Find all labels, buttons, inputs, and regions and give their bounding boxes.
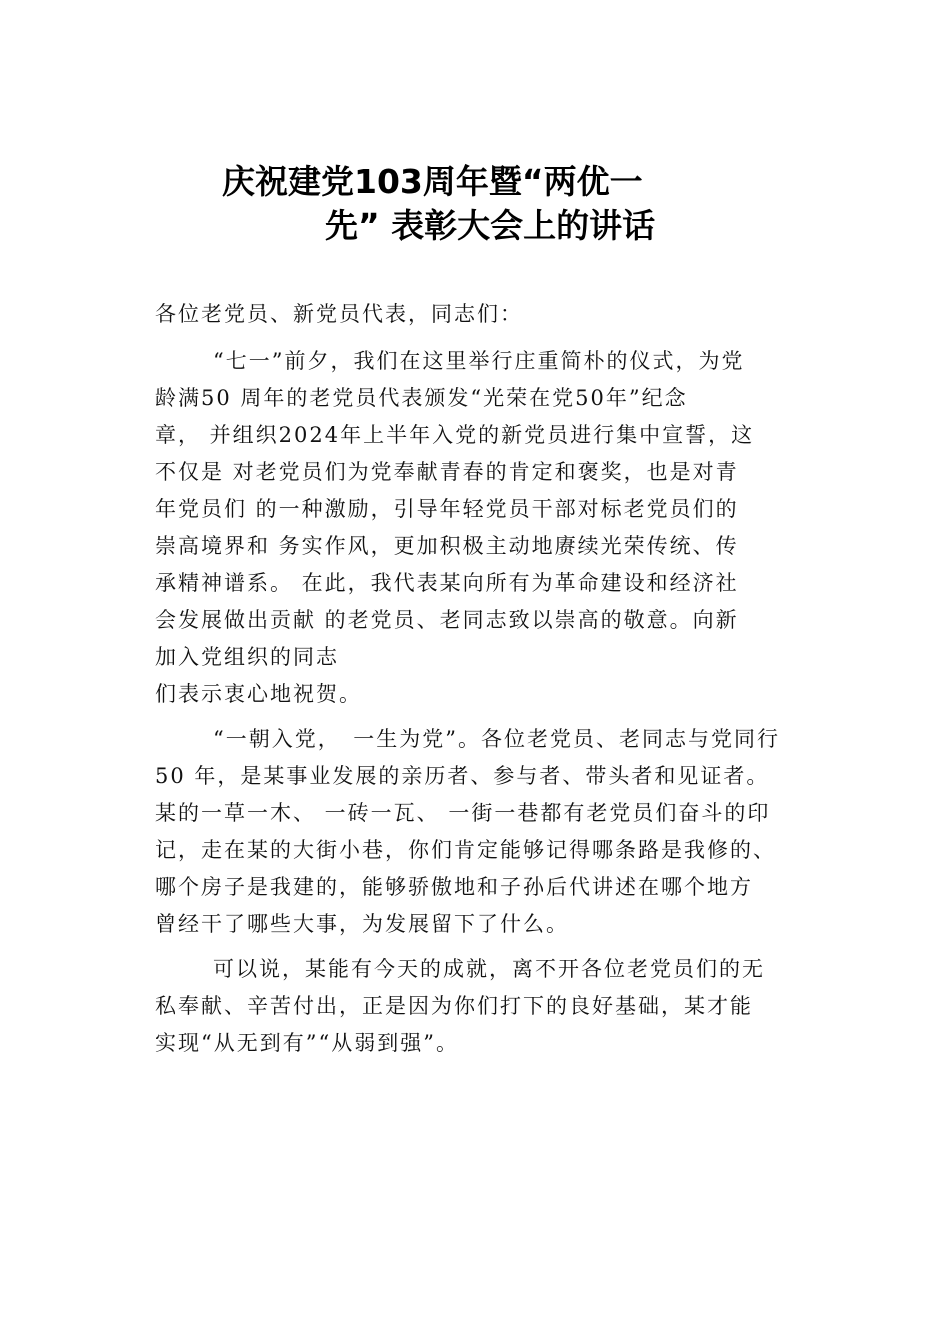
title-line-1: 庆祝建党103周年暨“两优一: [222, 162, 643, 201]
paragraph-line: 章， 并组织2024年上半年入党的新党员进行集中宣誓，这: [155, 423, 755, 447]
paragraph-line: 可以说，某能有今天的成就，离不开各位老党员们的无: [213, 957, 765, 981]
paragraph-line: 实现“从无到有”“从弱到强”。: [155, 1031, 459, 1055]
paragraph-line: 们表示衷心地祝贺。: [155, 682, 362, 706]
paragraph-line: 某的一草一木、 一砖一瓦、 一街一巷都有老党员们奋斗的印: [155, 801, 771, 825]
paragraph-line: 不仅是 对老党员们为党奉献青春的肯定和褒奖，也是对青: [155, 460, 739, 484]
speech-body: [155, 296, 823, 1070]
paragraph-3: [155, 951, 823, 1062]
paragraph-line: “一朝入党， 一生为党”。各位老党员、老同志与党同行: [213, 727, 780, 751]
paragraph-line: 50 年，是某事业发展的亲历者、参与者、带头者和见证者。: [155, 764, 770, 788]
paragraph-line: 加入党组织的同志: [155, 645, 339, 669]
paragraph-line: 年党员们 的一种激励，引导年轻党员干部对标老党员们的: [155, 497, 739, 521]
title-line-2: 先” 表彰大会上的讲话: [325, 206, 656, 245]
paragraph-line: 曾经干了哪些大事，为发展留下了什么。: [155, 912, 569, 936]
paragraph-1: [155, 343, 823, 713]
paragraph-line: 私奉献、辛苦付出，正是因为你们打下的良好基础，某才能: [155, 994, 753, 1018]
paragraph-line: “七一”前夕，我们在这里举行庄重简朴的仪式，为党: [213, 349, 745, 373]
salutation: 各位老党员、新党员代表，同志们：: [155, 302, 523, 326]
paragraph-line: 记，走在某的大街小巷，你们肯定能够记得哪条路是我修的、: [155, 838, 776, 862]
paragraph-line: 承精神谱系。 在此，我代表某向所有为革命建设和经济社: [155, 571, 739, 595]
paragraph-2: [155, 721, 823, 943]
paragraph-line: 哪个房子是我建的，能够骄傲地和子孙后代讲述在哪个地方: [155, 875, 753, 899]
paragraph-line: 龄满50 周年的老党员代表颁发“光荣在党50年”纪念: [155, 386, 688, 410]
paragraph-line: 会发展做出贡献 的老党员、老同志致以崇高的敬意。向新: [155, 608, 739, 632]
paragraph-line: 崇高境界和 务实作风，更加积极主动地赓续光荣传统、传: [155, 534, 739, 558]
